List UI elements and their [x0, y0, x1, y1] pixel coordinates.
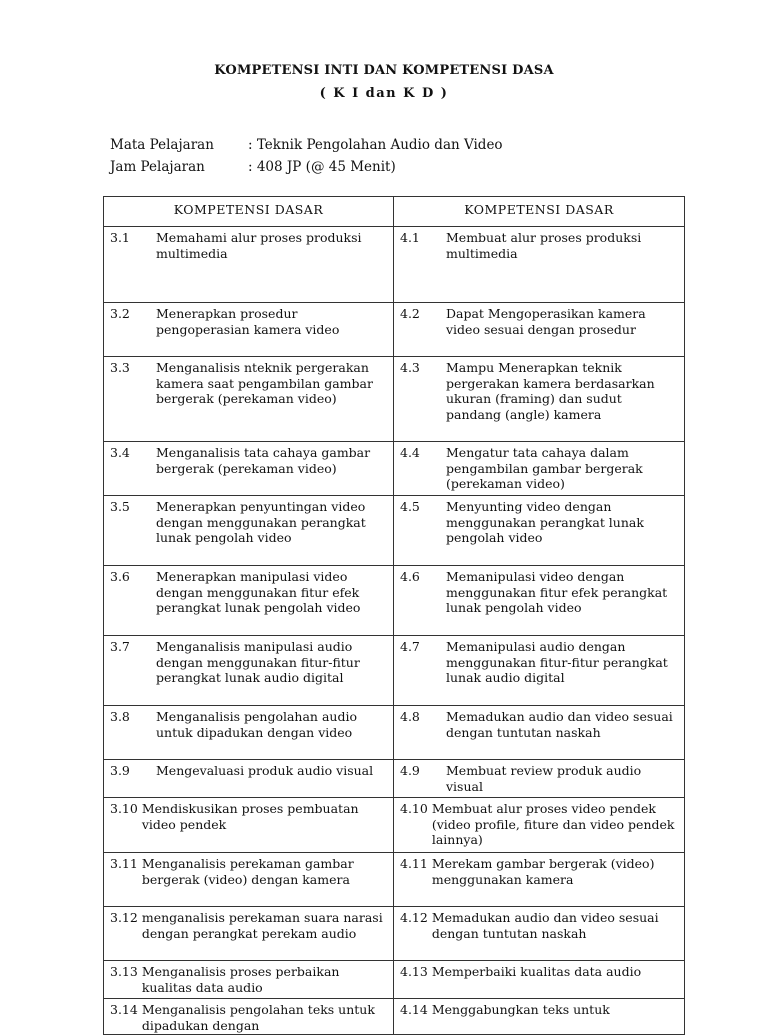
competency-text: Memanipulasi audio dengan menggunakan fitur-fitur perangkat lunak audio digital	[446, 639, 668, 685]
competency-item	[110, 1002, 387, 1033]
competency-number: 4.8	[400, 709, 420, 724]
competency-text: Mengevaluasi produk audio visual	[156, 763, 374, 778]
competency-number: 4.13	[400, 964, 428, 979]
subject-label: Mata Pelajaran	[110, 137, 214, 153]
right-competency-cell	[394, 636, 685, 706]
competency-number: 4.11	[400, 856, 428, 871]
table-row	[104, 357, 685, 442]
competency-item	[400, 910, 678, 941]
competency-item	[400, 360, 678, 422]
competency-item	[110, 230, 387, 261]
competency-item	[400, 709, 678, 740]
table-row	[104, 496, 685, 566]
document-title: KOMPETENSI INTI DAN KOMPETENSI DASA	[214, 63, 554, 78]
table-row	[104, 636, 685, 706]
competency-number: 3.8	[110, 709, 130, 724]
right-competency-cell	[394, 227, 685, 303]
competency-item	[400, 639, 678, 686]
competency-text: Membuat review produk audio visual	[446, 763, 642, 794]
table-row	[104, 566, 685, 636]
competency-text: Mendiskusikan proses pembuatan video pendek	[141, 801, 359, 832]
competency-number: 3.14	[110, 1002, 138, 1017]
competency-text: Menganalisis pengolahan audio untuk dipadukan dengan video	[156, 709, 357, 740]
competency-text: Menerapkan manipulasi video dengan menggunakan fitur efek perangkat lunak pengolah video	[156, 569, 361, 615]
competency-text: Membuat alur proses video pendek (video profile, fiture dan video pendek lainnya)	[431, 801, 675, 847]
table-row	[104, 303, 685, 357]
competency-text: Memanipulasi video dengan menggunakan fitur efek perangkat lunak pengolah video	[446, 569, 668, 615]
competency-item	[110, 445, 387, 476]
left-competency-cell	[104, 442, 394, 496]
competency-number: 4.2	[400, 306, 420, 321]
competency-item	[110, 569, 387, 616]
competency-number: 3.5	[110, 499, 130, 514]
competency-item	[110, 763, 387, 779]
competency-text: Mampu Menerapkan teknik pergerakan kamera berdasarkan ukuran (framing) dan sudut pandang (angle) kamera	[446, 360, 655, 422]
left-competency-cell	[104, 798, 394, 853]
competency-item	[400, 801, 678, 848]
competency-text: Merekam gambar bergerak (video) menggunakan kamera	[431, 856, 655, 887]
competency-number: 4.5	[400, 499, 420, 514]
table-row	[104, 227, 685, 303]
table-body	[104, 227, 685, 1035]
competency-item	[110, 964, 387, 995]
document-subtitle: ( K I dan K D )	[319, 86, 449, 101]
left-competency-cell	[104, 907, 394, 961]
right-competency-cell	[394, 442, 685, 496]
left-competency-cell	[104, 303, 394, 357]
competency-item	[400, 856, 678, 887]
competency-item	[110, 801, 387, 832]
right-competency-cell	[394, 853, 685, 907]
table-row	[104, 853, 685, 907]
left-competency-cell	[104, 496, 394, 566]
left-competency-cell	[104, 961, 394, 999]
competency-text: Menganalisis proses perbaikan kualitas data audio	[141, 964, 340, 995]
competency-text: Memahami alur proses produksi multimedia	[156, 230, 362, 261]
subject-line	[110, 137, 503, 153]
competency-number: 4.14	[400, 1002, 428, 1017]
competency-item	[110, 306, 387, 337]
competency-item	[400, 1002, 678, 1018]
competency-text: Mengatur tata cahaya dalam pengambilan gambar bergerak (perekaman video)	[446, 445, 643, 491]
competency-number: 4.1	[400, 230, 420, 245]
competency-text: Menganalisis perekaman gambar bergerak (video) dengan kamera	[141, 856, 354, 887]
competency-text: Memadukan audio dan video sesuai dengan tuntutan naskah	[431, 910, 659, 941]
table-row	[104, 706, 685, 760]
left-competency-cell	[104, 566, 394, 636]
right-competency-cell	[394, 907, 685, 961]
competency-number: 4.10	[400, 801, 428, 816]
competency-number: 4.12	[400, 910, 428, 925]
competency-text: Menggabungkan teks untuk	[431, 1002, 610, 1017]
competency-text: Menganalisis manipulasi audio dengan menggunakan fitur-fitur perangkat lunak audio digital	[156, 639, 360, 685]
competency-item	[400, 445, 678, 492]
competency-text: Menganalisis nteknik pergerakan kamera saat pengambilan gambar bergerak (perekaman video)	[156, 360, 373, 406]
competency-text: Menerapkan penyuntingan video dengan menggunakan perangkat lunak pengolah video	[156, 499, 366, 545]
competency-text: Menganalisis pengolahan teks untuk dipadukan dengan	[141, 1002, 375, 1033]
competency-number: 4.6	[400, 569, 420, 584]
right-competency-cell	[394, 357, 685, 442]
competency-item	[400, 763, 678, 794]
competency-text: Membuat alur proses produksi multimedia	[446, 230, 642, 261]
left-competency-cell	[104, 853, 394, 907]
table-row	[104, 961, 685, 999]
competency-number: 3.13	[110, 964, 138, 979]
left-competency-cell	[104, 357, 394, 442]
competency-text: Menganalisis tata cahaya gambar bergerak (perekaman video)	[156, 445, 371, 476]
competency-number: 3.1	[110, 230, 130, 245]
table-row	[104, 442, 685, 496]
competency-item	[110, 360, 387, 407]
competency-text: Menerapkan prosedur pengoperasian kamera video	[156, 306, 340, 337]
competency-text: Memperbaiki kualitas data audio	[431, 964, 642, 979]
competency-number: 3.4	[110, 445, 130, 460]
competency-text: Dapat Mengoperasikan kamera video sesuai dengan prosedur	[446, 306, 646, 337]
right-competency-cell	[394, 760, 685, 798]
left-competency-cell	[104, 760, 394, 798]
competency-number: 3.10	[110, 801, 138, 816]
competency-number: 4.9	[400, 763, 420, 778]
subject-value: : Teknik Pengolahan Audio dan Video	[248, 137, 503, 153]
table-row	[104, 907, 685, 961]
competency-text: Menyunting video dengan menggunakan perangkat lunak pengolah video	[446, 499, 644, 545]
competency-text: Memadukan audio dan video sesuai dengan tuntutan naskah	[446, 709, 673, 740]
left-competency-cell	[104, 706, 394, 760]
right-competency-cell	[394, 303, 685, 357]
left-competency-cell	[104, 227, 394, 303]
hours-label: Jam Pelajaran	[110, 159, 205, 175]
competency-item	[110, 709, 387, 740]
competency-number: 3.2	[110, 306, 130, 321]
competency-number: 3.6	[110, 569, 130, 584]
competency-item	[400, 230, 678, 261]
competency-number: 3.12	[110, 910, 138, 925]
competency-number: 4.4	[400, 445, 420, 460]
competency-number: 3.3	[110, 360, 130, 375]
competency-item	[400, 306, 678, 337]
competency-number: 3.9	[110, 763, 130, 778]
competency-table	[103, 196, 685, 1035]
competency-item	[110, 856, 387, 887]
left-competency-cell	[104, 999, 394, 1035]
table-header-row	[104, 197, 685, 227]
right-competency-cell	[394, 706, 685, 760]
competency-item	[110, 499, 387, 546]
competency-text: menganalisis perekaman suara narasi dengan perangkat perekam audio	[141, 910, 383, 941]
competency-item	[400, 569, 678, 616]
table-header-right: KOMPETENSI DASAR	[394, 197, 685, 227]
right-competency-cell	[394, 566, 685, 636]
competency-item	[110, 910, 387, 941]
competency-number: 3.11	[110, 856, 138, 871]
right-competency-cell	[394, 961, 685, 999]
hours-value: : 408 JP (@ 45 Menit)	[248, 159, 396, 175]
competency-item	[400, 964, 678, 980]
table-row	[104, 760, 685, 798]
right-competency-cell	[394, 999, 685, 1035]
competency-item	[110, 639, 387, 686]
competency-number: 4.3	[400, 360, 420, 375]
right-competency-cell	[394, 798, 685, 853]
competency-number: 4.7	[400, 639, 420, 654]
hours-line	[110, 159, 396, 175]
left-competency-cell	[104, 636, 394, 706]
competency-item	[400, 499, 678, 546]
table-row	[104, 999, 685, 1035]
table-row	[104, 798, 685, 853]
competency-number: 3.7	[110, 639, 130, 654]
table-header-left: KOMPETENSI DASAR	[104, 197, 394, 227]
right-competency-cell	[394, 496, 685, 566]
